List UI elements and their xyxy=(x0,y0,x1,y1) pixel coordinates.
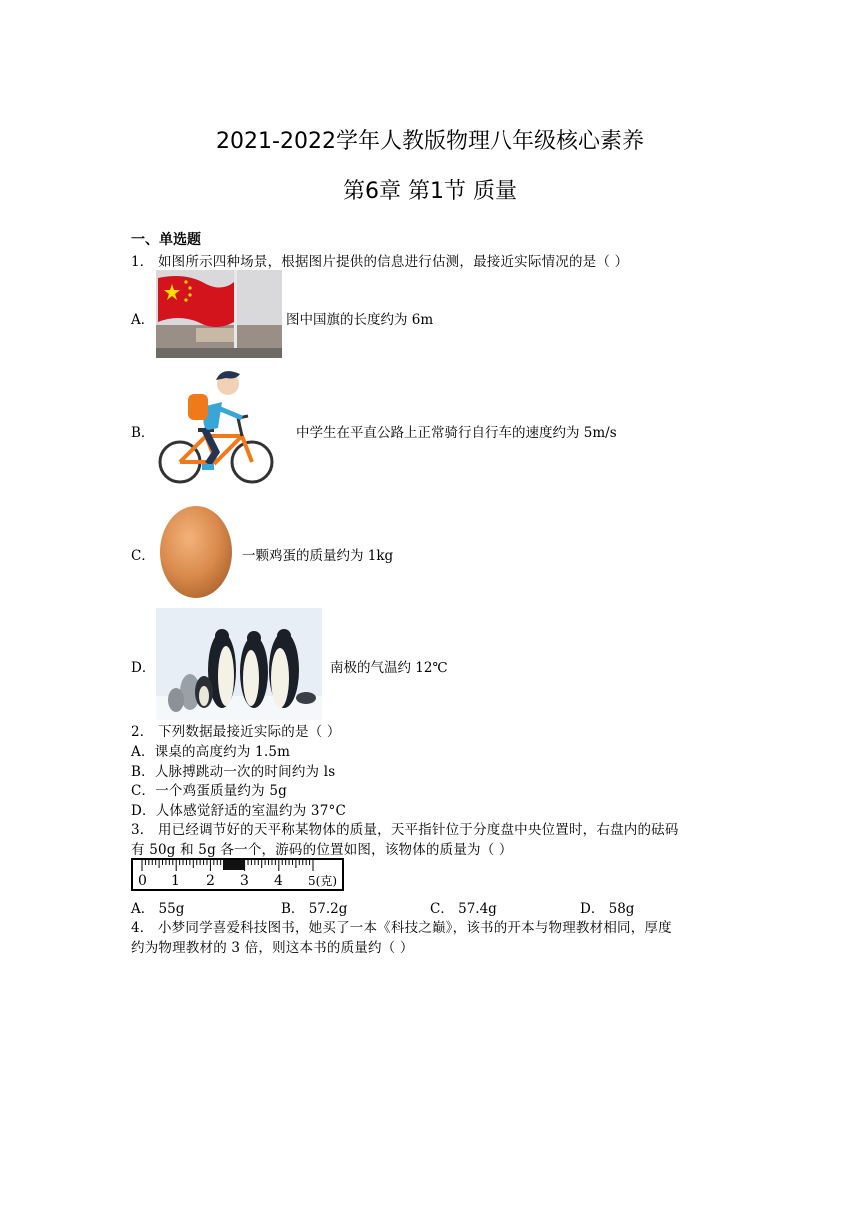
ruler-label-4: 4 xyxy=(274,873,283,889)
penguins-photo xyxy=(156,608,322,720)
question-3-stem-line2: 有 50g 和 5g 各一个，游码的位置如图，该物体的质量为（ ） xyxy=(131,842,513,858)
q1-option-c-text: 一颗鸡蛋的质量约为 1kg xyxy=(242,548,394,564)
q2-option-c: C．一个鸡蛋质量约为 5g xyxy=(131,783,287,799)
ruler-label-5: 5(克) xyxy=(308,874,337,888)
cyclist-illustration xyxy=(156,366,278,490)
q2-option-d: D．人体感觉舒适的室温约为 37°C xyxy=(131,803,346,819)
q1-option-d-text: 南极的气温约 12℃ xyxy=(330,660,448,676)
q3-option-a: A． 55g xyxy=(131,901,185,917)
question-1-stem: 1． 如图所示四种场景，根据图片提供的信息进行估测，最接近实际情况的是（ ） xyxy=(131,254,629,270)
ruler-label-3: 3 xyxy=(240,873,249,889)
section-heading: 一、单选题 xyxy=(131,232,201,248)
flag-photo xyxy=(156,270,282,358)
question-4-stem-line2: 约为物理教材的 3 倍，则这本书的质量约（ ） xyxy=(131,940,414,956)
question-4-stem-line1: 4． 小梦同学喜爱科技图书，她买了一本《科技之巅》，该书的开本与物理教材相同，厚度 xyxy=(131,920,672,936)
question-2-stem: 2． 下列数据最接近实际的是（ ） xyxy=(131,724,341,740)
q1-option-b-text: 中学生在平直公路上正常骑行自行车的速度约为 5m/s xyxy=(296,425,617,441)
chapter-subtitle: 第6章 第1节 质量 xyxy=(343,179,517,204)
q1-option-d-letter: D． xyxy=(131,660,156,676)
q3-option-b: B． 57.2g xyxy=(281,901,348,917)
balance-beam-scale xyxy=(131,858,344,891)
ruler-label-2: 2 xyxy=(206,873,215,889)
egg-photo xyxy=(156,500,236,600)
q2-option-a: A．课桌的高度约为 1.5m xyxy=(131,744,291,760)
q1-option-a-text: 图中国旗的长度约为 6m xyxy=(286,312,434,328)
q3-option-c: C． 57.4g xyxy=(430,901,497,917)
q2-option-b: B．人脉搏跳动一次的时间约为 ls xyxy=(131,764,336,780)
q1-option-b-letter: B． xyxy=(131,425,155,441)
ruler-label-0: 0 xyxy=(138,873,147,889)
ruler-label-1: 1 xyxy=(171,873,180,889)
q1-option-a-letter: A． xyxy=(131,312,155,328)
q1-option-c-letter: C． xyxy=(131,548,155,564)
q3-option-d: D． 58g xyxy=(580,901,635,917)
document-title: 2021-2022学年人教版物理八年级核心素养 xyxy=(216,129,644,154)
question-3-stem-line1: 3． 用已经调节好的天平称某物体的质量，天平指针位于分度盘中央位置时，右盘内的砝码 xyxy=(131,822,679,838)
rider-weight xyxy=(223,860,245,870)
